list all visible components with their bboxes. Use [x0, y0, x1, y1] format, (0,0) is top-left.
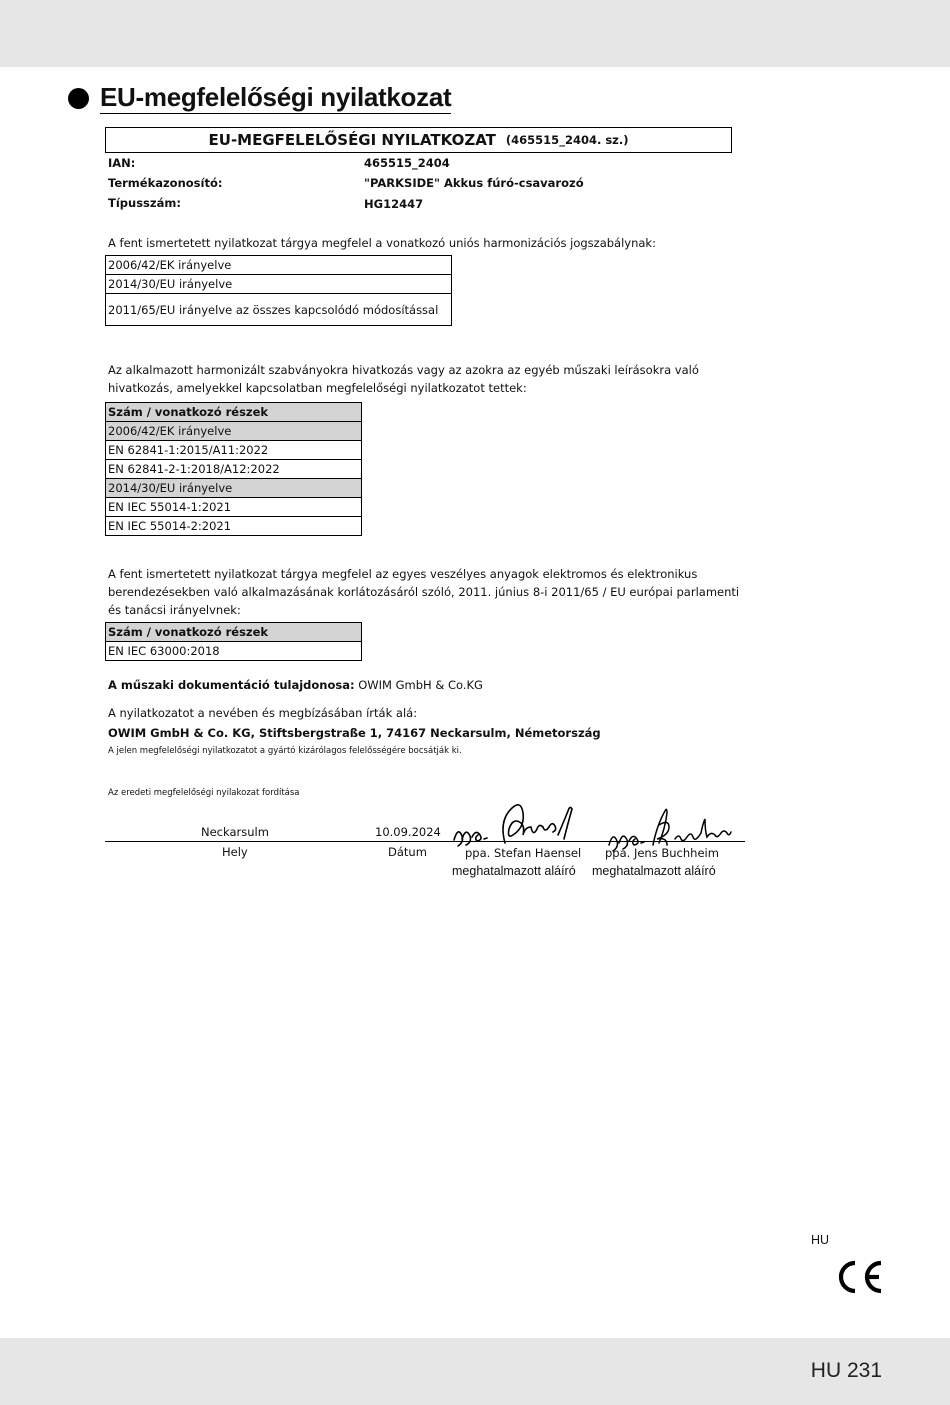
signatory1-name: ppa. Stefan Haensel — [465, 846, 582, 860]
directive-row: 2014/30/EU irányelve — [106, 275, 452, 294]
date-label: Dátum — [388, 845, 427, 859]
standards-row: EN IEC 55014-1:2021 — [106, 498, 362, 517]
field-value-ian: 465515_2404 — [364, 156, 450, 170]
harmonisation-intro: A fent ismertetett nyilatkozat tárgya megfelel a vonatkozó uniós harmonizációs jogszabálynak: — [108, 236, 656, 250]
field-value-type: HG12447 — [364, 197, 424, 211]
place-value: Neckarsulm — [201, 825, 269, 839]
directive-row: 2006/42/EK irányelve — [106, 256, 452, 275]
directives-table — [105, 255, 452, 326]
standards-row: EN IEC 55014-2:2021 — [106, 517, 362, 536]
standards-row: EN 62841-2-1:2018/A12:2022 — [106, 460, 362, 479]
declaration-title: EU-MEGFELELŐSÉGI NYILATKOZAT — [208, 131, 496, 149]
bullet-icon — [68, 88, 89, 109]
signed-intro: A nyilatkozatot a nevében és megbízásában írták alá: — [108, 706, 418, 720]
standards-row: EN 62841-1:2015/A11:2022 — [106, 441, 362, 460]
page-number: HU 231 — [810, 1359, 882, 1382]
rohs-row: EN IEC 63000:2018 — [106, 642, 362, 661]
bottom-band — [0, 1338, 950, 1405]
tech-doc-value: OWIM GmbH & Co.KG — [358, 678, 483, 692]
translation-note: Az eredeti megfelelőségi nyilakozat fordítása — [108, 788, 300, 798]
date-value: 10.09.2024 — [375, 825, 441, 839]
top-band — [0, 0, 950, 67]
rohs-intro-line2: berendezésekben való alkalmazásának korlátozásáról szóló, 2011. június 8-i 2011/65 / EU európai parlamenti — [108, 585, 740, 599]
declaration-title-box — [105, 127, 732, 153]
field-label-ian: IAN: — [108, 156, 136, 170]
rohs-table-header: Szám / vonatkozó részek — [106, 623, 362, 642]
section-heading — [68, 82, 451, 114]
directive-row: 2011/65/EU irányelve az összes kapcsolódó módosítással — [106, 294, 452, 326]
place-label: Hely — [222, 845, 248, 859]
section-title: EU-megfelelőségi nyilatkozat — [100, 82, 452, 112]
standards-table-header: Szám / vonatkozó részek — [106, 403, 362, 422]
responsibility-note: A jelen megfelelőségi nyilatkozatot a gyártó kizárólagos felelősségére bocsátják ki. — [108, 746, 462, 756]
rohs-intro-line3: és tanácsi irányelvnek: — [108, 603, 241, 617]
ce-mark-icon — [833, 1259, 885, 1295]
signatory2-role: meghatalmazott aláíró — [592, 864, 716, 878]
field-label-product-id: Termékazonosító: — [108, 176, 223, 190]
signatory2-name: ppa. Jens Buchheim — [605, 846, 719, 860]
field-label-type: Típusszám: — [108, 196, 181, 210]
field-value-product-id: "PARKSIDE" Akkus fúró-csavarozó — [364, 176, 584, 190]
signatory1-role: meghatalmazott aláíró — [452, 864, 576, 878]
signature-line — [105, 841, 745, 842]
tech-doc-line — [108, 678, 483, 692]
rohs-intro-line1: A fent ismertetett nyilatkozat tárgya megfelel az egyes veszélyes anyagok elektromos és elektronikus — [108, 567, 698, 581]
country-code: HU — [811, 1233, 830, 1247]
standards-intro-line2: hivatkozás, amelyekkel kapcsolatban megfelelőségi nyilatkozatot tettek: — [108, 381, 527, 395]
company-address: OWIM GmbH & Co. KG, Stiftsbergstraße 1, 74167 Neckarsulm, Németország — [108, 726, 601, 740]
standards-group-row: 2014/30/EU irányelve — [106, 479, 362, 498]
standards-intro-line1: Az alkalmazott harmonizált szabványokra hivatkozás vagy az azokra az egyéb műszaki leírásokra való — [108, 363, 699, 377]
tech-doc-label: A műszaki dokumentáció tulajdonosa: — [108, 678, 355, 692]
declaration-number: (465515_2404. sz.) — [505, 133, 629, 147]
standards-group-row: 2006/42/EK irányelve — [106, 422, 362, 441]
rohs-table — [105, 622, 362, 661]
standards-table — [105, 402, 362, 536]
